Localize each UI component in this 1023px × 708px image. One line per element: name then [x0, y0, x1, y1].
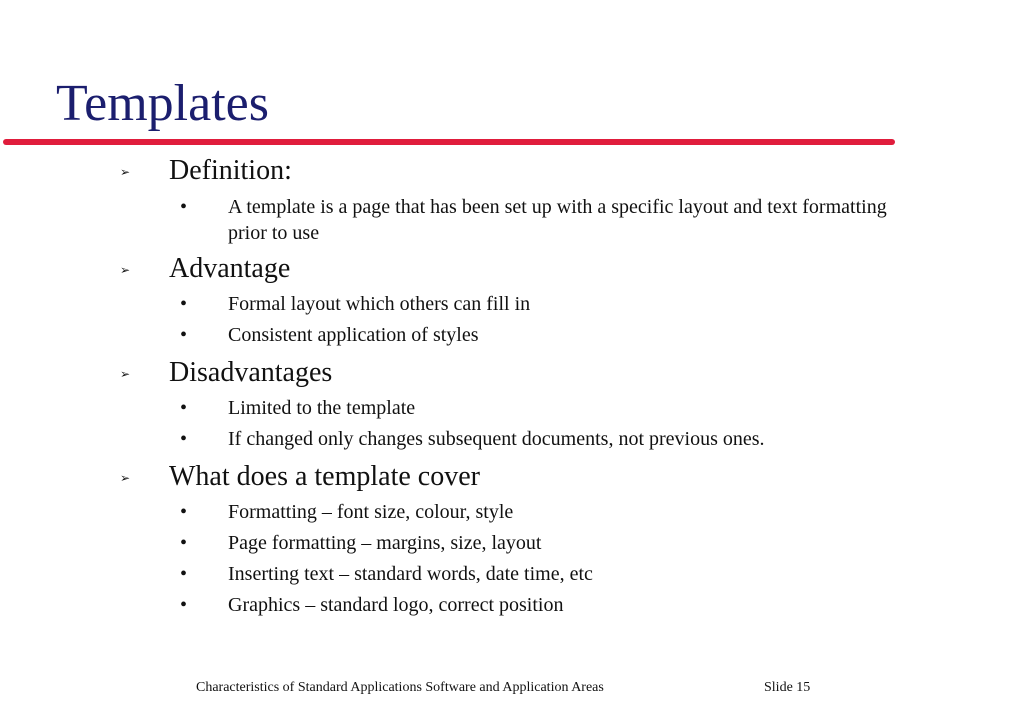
arrowhead-bullet-icon: ➢: [120, 263, 131, 277]
dot-bullet-icon: •: [180, 594, 188, 616]
list-item-text: Consistent application of styles: [228, 324, 479, 346]
slide-title: Templates: [56, 75, 269, 132]
list-item-text: Graphics – standard logo, correct position: [228, 594, 564, 616]
section-disadvantages: [0, 356, 900, 392]
section-heading: Disadvantages: [169, 357, 333, 388]
section-heading: Definition:: [169, 155, 292, 186]
list-item-text: Inserting text – standard words, date time, etc: [228, 563, 593, 585]
arrowhead-bullet-icon: ➢: [120, 471, 131, 485]
list-item-text: Formatting – font size, colour, style: [228, 501, 514, 523]
dot-bullet-icon: •: [180, 196, 188, 218]
title-underline: [3, 139, 895, 145]
footer-slide-number: Slide 15: [764, 680, 811, 695]
list-item-text: A template is a page that has been set up with a specific layout and text formatting prior to use: [228, 196, 887, 244]
dot-bullet-icon: •: [180, 563, 188, 585]
section-heading: What does a template cover: [169, 461, 480, 492]
list-item-text: Limited to the template: [228, 397, 416, 419]
list-item-text: Formal layout which others can fill in: [228, 293, 531, 315]
list-item-text: If changed only changes subsequent documents, not previous ones.: [228, 428, 765, 450]
arrowhead-bullet-icon: ➢: [120, 165, 131, 179]
section-advantage: [0, 252, 900, 288]
dot-bullet-icon: •: [180, 532, 188, 554]
section-what-does-a-template-cover: [0, 460, 900, 496]
dot-bullet-icon: •: [180, 397, 188, 419]
dot-bullet-icon: •: [180, 428, 188, 450]
section-definition: [0, 154, 900, 190]
footer-course-title: Characteristics of Standard Applications Software and Application Areas: [196, 680, 604, 695]
dot-bullet-icon: •: [180, 324, 188, 346]
arrowhead-bullet-icon: ➢: [120, 367, 131, 381]
list-item-text: Page formatting – margins, size, layout: [228, 532, 542, 554]
dot-bullet-icon: •: [180, 501, 188, 523]
dot-bullet-icon: •: [180, 293, 188, 315]
section-heading: Advantage: [169, 253, 291, 284]
